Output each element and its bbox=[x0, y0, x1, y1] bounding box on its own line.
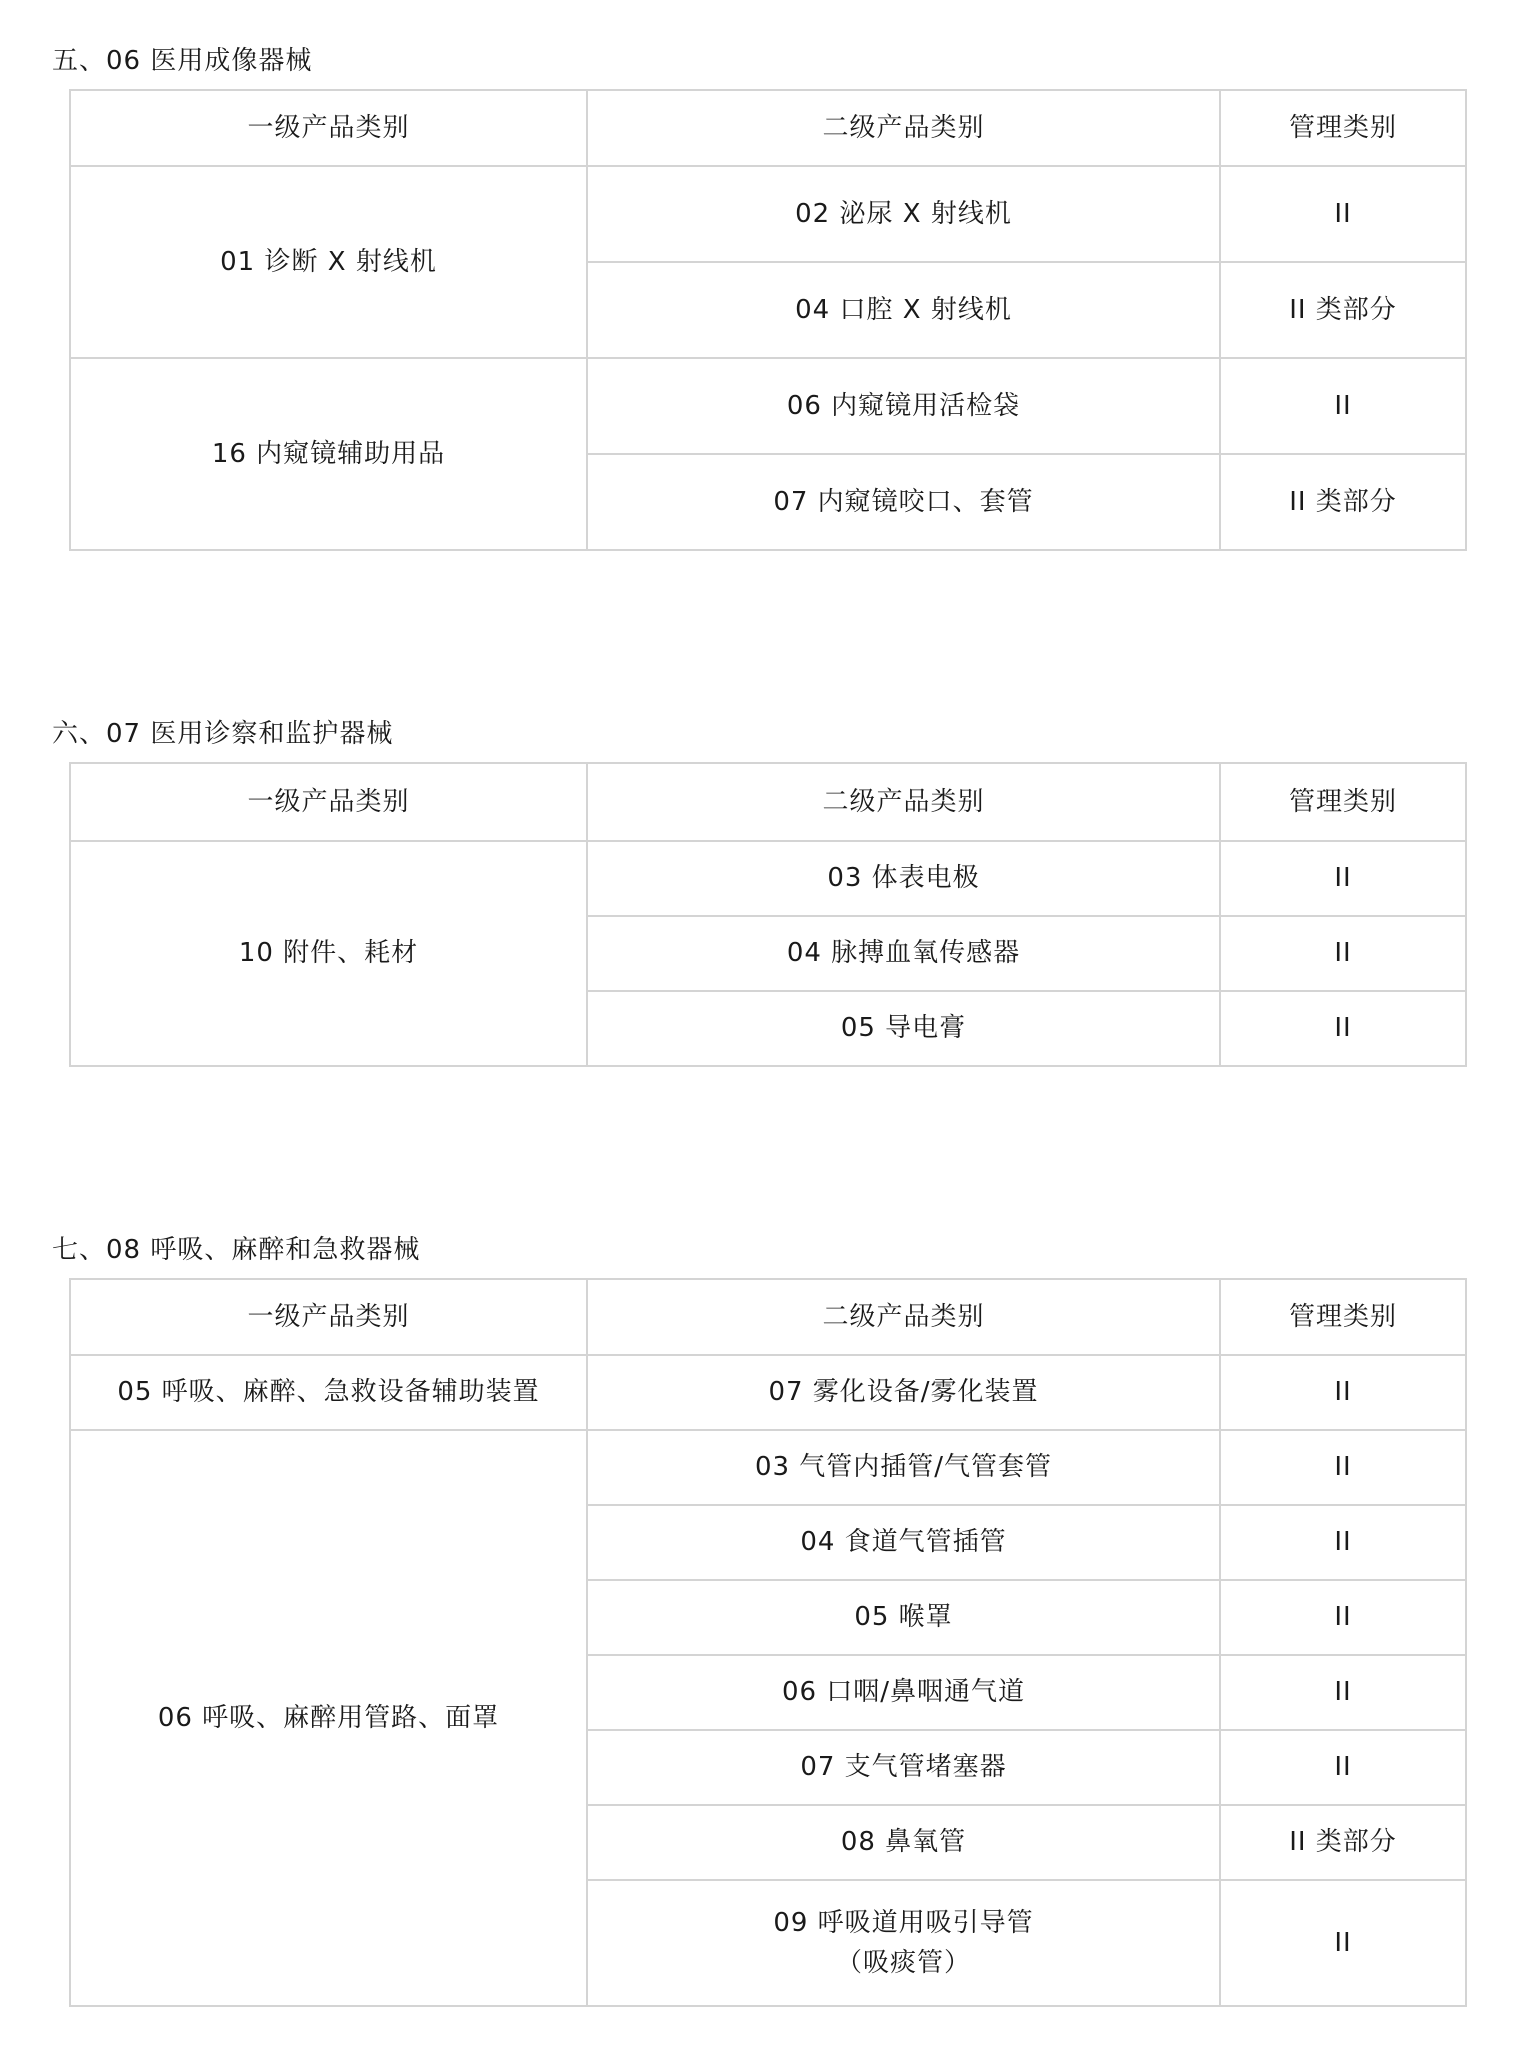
management-class-cell: II 类部分 bbox=[1220, 454, 1466, 550]
management-class-cell: II bbox=[1220, 916, 1466, 991]
section-title-monitoring: 六、07 医用诊察和监护器械 bbox=[52, 719, 394, 749]
header-primary-category: 一级产品类别 bbox=[70, 763, 587, 841]
management-class-cell: II bbox=[1220, 358, 1466, 454]
header-management-class: 管理类别 bbox=[1220, 90, 1466, 166]
secondary-category-cell: 02 泌尿 X 射线机 bbox=[587, 166, 1220, 262]
primary-category-cell: 06 呼吸、麻醉用管路、面罩 bbox=[70, 1430, 587, 2006]
table-row bbox=[70, 841, 1466, 916]
header-primary-category: 一级产品类别 bbox=[70, 1279, 587, 1355]
header-secondary-category: 二级产品类别 bbox=[587, 763, 1220, 841]
primary-category-cell: 01 诊断 X 射线机 bbox=[70, 166, 587, 358]
secondary-category-line: （吸痰管） bbox=[835, 1948, 971, 1978]
management-class-cell: II bbox=[1220, 166, 1466, 262]
table-header-row bbox=[70, 90, 1466, 166]
header-management-class: 管理类别 bbox=[1220, 1279, 1466, 1355]
table-row bbox=[70, 166, 1466, 262]
management-class-cell: II 类部分 bbox=[1220, 262, 1466, 358]
management-class-cell: II bbox=[1220, 1580, 1466, 1655]
management-class-cell: II bbox=[1220, 1730, 1466, 1805]
secondary-category-cell: 06 内窥镜用活检袋 bbox=[587, 358, 1220, 454]
secondary-category-cell: 07 内窥镜咬口、套管 bbox=[587, 454, 1220, 550]
secondary-category-cell: 06 口咽/鼻咽通气道 bbox=[587, 1655, 1220, 1730]
management-class-cell: II bbox=[1220, 1505, 1466, 1580]
management-class-cell: II bbox=[1220, 1430, 1466, 1505]
section-title-respiratory: 七、08 呼吸、麻醉和急救器械 bbox=[52, 1235, 421, 1265]
secondary-category-cell bbox=[587, 1880, 1220, 2006]
table-header-row bbox=[70, 1279, 1466, 1355]
management-class-cell: II bbox=[1220, 1880, 1466, 2006]
secondary-category-cell: 05 喉罩 bbox=[587, 1580, 1220, 1655]
header-secondary-category: 二级产品类别 bbox=[587, 90, 1220, 166]
section-title-imaging: 五、06 医用成像器械 bbox=[52, 46, 313, 76]
table-row bbox=[70, 358, 1466, 454]
management-class-cell: II bbox=[1220, 841, 1466, 916]
table-row bbox=[70, 1355, 1466, 1430]
category-table-monitoring bbox=[69, 762, 1467, 1067]
secondary-category-cell: 05 导电膏 bbox=[587, 991, 1220, 1066]
header-secondary-category: 二级产品类别 bbox=[587, 1279, 1220, 1355]
management-class-cell: II 类部分 bbox=[1220, 1805, 1466, 1880]
management-class-cell: II bbox=[1220, 991, 1466, 1066]
primary-category-cell: 05 呼吸、麻醉、急救设备辅助装置 bbox=[70, 1355, 587, 1430]
secondary-category-line: 09 呼吸道用吸引导管 bbox=[773, 1907, 1034, 1938]
category-table-imaging bbox=[69, 89, 1467, 551]
secondary-category-cell: 04 食道气管插管 bbox=[587, 1505, 1220, 1580]
secondary-category-cell: 04 口腔 X 射线机 bbox=[587, 262, 1220, 358]
header-primary-category: 一级产品类别 bbox=[70, 90, 587, 166]
secondary-category-cell: 08 鼻氧管 bbox=[587, 1805, 1220, 1880]
table-header-row bbox=[70, 763, 1466, 841]
category-table-respiratory bbox=[69, 1278, 1467, 2007]
table-row bbox=[70, 1430, 1466, 1505]
header-management-class: 管理类别 bbox=[1220, 763, 1466, 841]
management-class-cell: II bbox=[1220, 1355, 1466, 1430]
secondary-category-cell: 07 雾化设备/雾化装置 bbox=[587, 1355, 1220, 1430]
secondary-category-cell: 04 脉搏血氧传感器 bbox=[587, 916, 1220, 991]
secondary-category-cell: 03 气管内插管/气管套管 bbox=[587, 1430, 1220, 1505]
management-class-cell: II bbox=[1220, 1655, 1466, 1730]
secondary-category-cell: 07 支气管堵塞器 bbox=[587, 1730, 1220, 1805]
primary-category-cell: 10 附件、耗材 bbox=[70, 841, 587, 1066]
primary-category-cell: 16 内窥镜辅助用品 bbox=[70, 358, 587, 550]
secondary-category-cell: 03 体表电极 bbox=[587, 841, 1220, 916]
